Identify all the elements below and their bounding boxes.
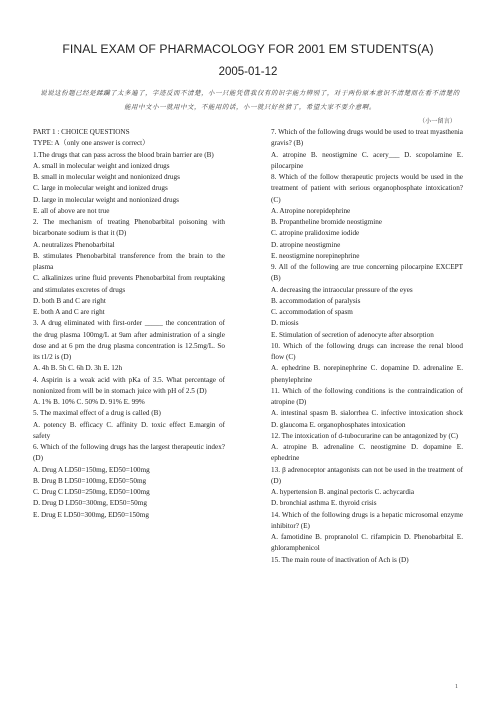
- question-5: 5. The maximal effect of a drug is called (B): [33, 409, 161, 418]
- question-6: 6. Which of the following drugs has the largest therapeutic index? (D): [33, 443, 225, 463]
- option: B. stimulates Phenobarbital transference from the brain to the plasma: [33, 251, 225, 271]
- question-3: 3. A drug eliminated with first-order _____ the concentration of the drug plasma 100mg/L at 9am after administration of a single dose and at 6 pm the drug plasma concentration is 12.5mg/L. So its t1/2 is (D): [33, 319, 225, 361]
- option: C. accommodation of spasm: [271, 308, 353, 316]
- option: B. Propantheline bromide neostigmine: [271, 218, 382, 226]
- option: C. alkalinizes urine fluid prevents Phenobarbital from reuptaking and stimulates excretes of drugs: [33, 274, 225, 294]
- option: D. Drug D LD50=300mg, ED50=50mg: [33, 499, 147, 508]
- exam-date: 2005-01-12: [218, 66, 278, 78]
- option: D. both B and C are right: [33, 296, 106, 305]
- option-row: A. famotidine B. propranolol C. rifampicin D. Phenobarbital E. ghloramphenicol: [271, 533, 463, 553]
- question-15: 15. The main route of inactivation of Ach is (D): [271, 555, 409, 564]
- option: E. neostigmine norepinephrine: [271, 251, 360, 260]
- option: B. Drug B LD50=100mg, ED50=50mg: [33, 476, 147, 485]
- option: C. large in molecular weight and ionized drugs: [33, 184, 168, 193]
- option-row: A. 1% B. 10% C. 50% D. 91% E. 99%: [33, 398, 145, 406]
- left-column: [33, 127, 225, 521]
- option: E. Stimulation of secretion of adenocyte after absorption: [271, 330, 434, 339]
- option: C. atropine pralidoxime iodide: [271, 229, 360, 238]
- exam-title: FINAL EXAM OF PHARMACOLOGY FOR 2001 EM STUDENTS(A): [62, 42, 434, 56]
- question-13: 13. β adrenoceptor antagonists can not be used in the treatment of (D): [271, 465, 463, 485]
- option: E. Drug E LD50=300mg, ED50=150mg: [33, 510, 149, 519]
- notice-signature: （小一留言）: [418, 118, 456, 125]
- question-10: 10. Which of the following drugs can increase the renal blood flow (C): [271, 341, 463, 361]
- option: C. Drug C LD50=250mg, ED50=100mg: [33, 488, 150, 496]
- section-heading: PART 1 : CHOICE QUESTIONS: [33, 128, 130, 136]
- option: A. Atropine norepidephrine: [271, 206, 351, 215]
- right-column: [271, 127, 463, 566]
- question-1: 1.The drugs that can pass across the blood brain barrier are (B): [33, 150, 214, 159]
- option: D. atropine neostigmine: [271, 240, 341, 249]
- question-7: 7. Which of the following drugs would be used to treat myasthenia gravis? (B): [271, 128, 463, 148]
- option-row: A. intestinal spasm B. sialorrhea C. infective intoxication shock D. glaucoma E. organophosphates intoxication: [271, 409, 463, 429]
- question-11: 11. Which of the following conditions is the contraindication of atropine (D): [271, 386, 463, 406]
- option: B. small in molecular weight and nonionized drugs: [33, 173, 180, 181]
- option: A. Drug A LD50=150mg, ED50=100mg: [33, 465, 150, 474]
- option: A. small in molecular weight and ionized drugs: [33, 161, 170, 170]
- option-row: D. bronchial asthma E. thyroid crisis: [271, 499, 377, 508]
- option-row: A. 4h B. 5h C. 6h D. 3h E. 12h: [33, 364, 123, 373]
- option: B. accommodation of paralysis: [271, 296, 361, 305]
- option: A. decreasing the intraocular pressure of the eyes: [271, 285, 413, 294]
- notice-text: 说说这份题已经是蹂躏了太多遍了，字迹反而不清楚，小一只能凭借我仅有的识字能力辨别了，对于两份原本意识不清楚而在看不清楚的能用中文小一就用中文，不能用的话，小一就只好丝猜了，希望大家不要介意啊。: [40, 89, 460, 111]
- option: D. large in molecular weight and nonionized drugs: [33, 195, 179, 204]
- option-row: A. hypertension B. anginal pectoris C. achycardia: [271, 488, 415, 496]
- option-row: A. atropine B. adrenaline C. neostigmine D. dopamine E. ephedrine: [271, 443, 463, 463]
- option: E. all of above are not true: [33, 206, 110, 215]
- option-row: A. potency B. efficacy C. affinity D. toxic effect E.margin of safety: [33, 420, 225, 440]
- option: A. neutralizes Phenobarbital: [33, 240, 115, 249]
- page-number: 1: [455, 684, 458, 690]
- question-4: 4. Aspirin is a weak acid with pKa of 3.5. What percentage of nonionized from will be in stomach juice with pH of 2.5 (D): [33, 375, 225, 395]
- option-row: A. atropine B. neostigmine C. acery___ D. scopolamine E. pilocarpine: [271, 150, 463, 170]
- question-12: 12. The intoxication of d-tubocurarine can be antagonized by (C): [271, 431, 459, 440]
- question-14: 14. Which of the following drugs is a hepatic microsomal enzyme inhibitor? (E): [271, 510, 463, 530]
- question-9: 9. All of the following are true concerning pilocarpine EXCEPT (B): [271, 263, 463, 283]
- question-type: TYPE: A（only one answer is correct）: [33, 139, 150, 148]
- question-8: 8. Which of the follow therapeutic projects would be used in the treatment of patient with serious organophosphate intoxication? (C): [271, 173, 463, 204]
- option-row: A. ephedrine B. norepinephrine C. dopamine D. adrenaline E. phenylephrine: [271, 364, 463, 384]
- option: E. both A and C are right: [33, 308, 105, 316]
- question-2: 2. The mechanism of treating Phenobarbital poisoning with bicarbonate sodium is that it (D): [33, 218, 225, 238]
- option: D. miosis: [271, 319, 299, 328]
